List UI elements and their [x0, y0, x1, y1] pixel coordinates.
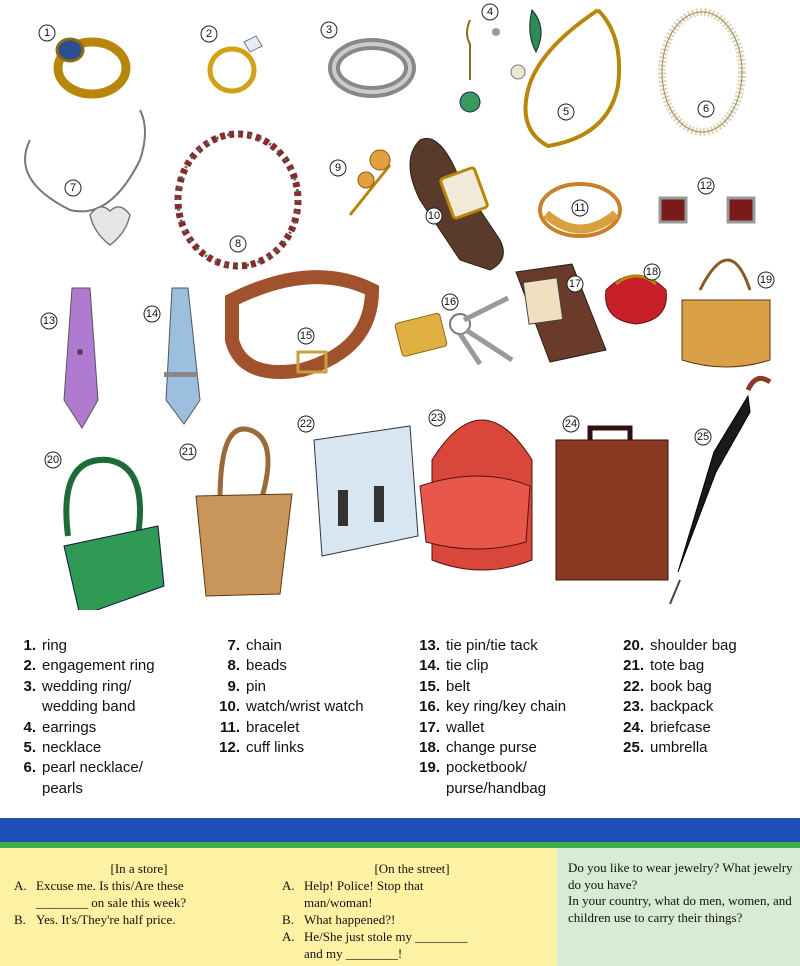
vocab-number: 18. — [419, 739, 440, 757]
vocab-item — [8, 677, 155, 718]
marker-19 — [758, 272, 774, 288]
marker-11 — [572, 200, 588, 216]
vocab-label: tie clip — [446, 657, 489, 675]
vocab-label: umbrella — [650, 739, 708, 757]
conversation-line — [282, 877, 542, 911]
vocab-item — [616, 738, 737, 758]
ring-illustration — [57, 39, 126, 94]
vocab-label: engagement ring — [42, 657, 155, 675]
vocab-label: earrings — [42, 718, 97, 736]
marker-12 — [698, 178, 714, 194]
tie-clip-illustration — [164, 288, 200, 424]
vocab-item — [412, 636, 566, 656]
conversation-line — [14, 877, 264, 911]
backpack-illustration — [420, 420, 532, 570]
svg-text:5: 5 — [562, 106, 570, 118]
speaker-label: B. — [282, 912, 294, 927]
svg-text:2: 2 — [205, 28, 213, 40]
vocab-label: briefcase — [650, 718, 711, 736]
svg-text:11: 11 — [574, 202, 586, 214]
marker-22 — [298, 416, 314, 432]
discussion-question-2: In your country, what do men, women, and children use to carry their things? — [568, 893, 792, 925]
vocab-number: 21. — [623, 657, 644, 675]
vocab-item — [8, 636, 155, 656]
marker-4 — [482, 4, 498, 20]
marker-1 — [39, 25, 55, 41]
vocab-label: necklace — [42, 739, 102, 757]
svg-text:14: 14 — [145, 308, 159, 320]
conversation-text: What happened?! — [304, 912, 396, 927]
vocab-number: 9. — [227, 677, 240, 695]
vocab-label: wedding ring/ wedding band — [42, 677, 136, 716]
vocab-number: 17. — [419, 718, 440, 736]
svg-text:25: 25 — [696, 431, 710, 443]
vocab-number: 8. — [227, 657, 240, 675]
wallet-illustration — [516, 264, 606, 362]
vocab-item — [212, 656, 364, 676]
marker-17 — [567, 276, 583, 292]
marker-21 — [180, 444, 196, 460]
marker-16 — [442, 294, 458, 310]
marker-8 — [230, 236, 246, 252]
vocab-item — [616, 636, 737, 656]
marker-7 — [65, 180, 81, 196]
belt-illustration — [232, 277, 372, 372]
svg-text:16: 16 — [443, 296, 457, 308]
umbrella-illustration — [670, 378, 770, 604]
vocab-item — [8, 656, 155, 676]
svg-text:19: 19 — [759, 274, 773, 286]
marker-6 — [698, 101, 714, 117]
earrings-illustration — [460, 10, 541, 112]
vocab-label: bracelet — [246, 718, 300, 736]
wedding-ring-illustration — [334, 44, 410, 92]
vocab-number: 1. — [23, 637, 36, 654]
conversation-text: Excuse me. Is this/Are these ________ on sale this week? — [36, 878, 187, 910]
vocab-number: 2. — [23, 657, 36, 675]
vocab-label: wallet — [446, 718, 485, 736]
pin-illustration — [350, 150, 390, 215]
vocab-item — [212, 718, 364, 738]
vocab-number: 11. — [219, 718, 240, 736]
svg-text:9: 9 — [334, 162, 342, 174]
vocab-number: 6. — [23, 759, 36, 777]
vocab-item — [412, 758, 566, 799]
svg-text:21: 21 — [181, 446, 195, 458]
vocab-label: pearl necklace/ pearls — [42, 759, 143, 797]
vocab-column-2 — [212, 636, 364, 758]
speaker-label: A. — [282, 929, 295, 944]
vocab-item — [616, 697, 737, 717]
vocab-number: 3. — [23, 677, 36, 695]
conversation-line — [282, 911, 542, 928]
vocab-label: cuff links — [246, 739, 305, 757]
vocab-item — [8, 738, 155, 758]
vocab-label: watch/wrist watch — [246, 698, 364, 716]
vocab-label: change purse — [446, 739, 537, 757]
discussion-question-1: Do you like to wear jewelry? What jewelry do you have? — [568, 860, 793, 892]
vocab-item — [212, 636, 364, 656]
svg-text:4: 4 — [486, 6, 494, 18]
svg-text:6: 6 — [702, 103, 710, 115]
speaker-label: B. — [14, 912, 26, 927]
vocab-item — [412, 718, 566, 738]
marker-24 — [563, 416, 579, 432]
vocab-item — [412, 677, 566, 697]
vocab-item — [212, 738, 364, 758]
conversation-text: He/She just stole my ________ and my ________! — [304, 929, 468, 961]
vocab-number: 10. — [219, 698, 240, 716]
vocab-label: belt — [446, 677, 471, 695]
conversation-street-title: [On the street] — [374, 861, 450, 876]
svg-text:23: 23 — [430, 412, 444, 424]
vocab-label: beads — [246, 657, 287, 675]
marker-10 — [426, 208, 442, 224]
vocab-column-4 — [616, 636, 737, 758]
briefcase-illustration — [556, 428, 668, 580]
discussion-questions — [568, 860, 794, 926]
vocab-number: 25. — [623, 739, 644, 757]
marker-5 — [558, 104, 574, 120]
marker-18 — [644, 264, 660, 280]
marker-9 — [330, 160, 346, 176]
shoulder-bag-illustration — [64, 460, 164, 610]
marker-14 — [144, 306, 160, 322]
conversation-store — [14, 860, 264, 928]
vocab-item — [8, 718, 155, 738]
marker-23 — [429, 410, 445, 426]
watch-illustration — [410, 138, 503, 270]
marker-20 — [45, 452, 61, 468]
vocab-number: 15. — [419, 677, 440, 695]
vocab-label: pin — [246, 677, 267, 695]
vocab-label: backpack — [650, 698, 714, 716]
marker-15 — [298, 328, 314, 344]
vocab-item — [616, 677, 737, 697]
vocab-label: pocketbook/ purse/handbag — [446, 759, 547, 797]
vocab-label: tote bag — [650, 657, 705, 675]
vocab-item — [616, 656, 737, 676]
conversation-street — [282, 860, 542, 962]
svg-text:10: 10 — [427, 210, 441, 222]
vocab-item — [8, 758, 155, 799]
vocab-number: 5. — [23, 739, 36, 757]
svg-text:24: 24 — [564, 418, 578, 430]
vocab-item — [412, 697, 566, 717]
svg-text:1: 1 — [43, 27, 51, 39]
vocab-item — [616, 718, 737, 738]
change-purse-illustration — [606, 275, 667, 324]
speaker-label: A. — [14, 878, 27, 893]
marker-2 — [201, 26, 217, 42]
vocab-number: 20. — [623, 637, 644, 654]
vocab-item — [212, 697, 364, 717]
conversation-text: Help! Police! Stop that man/woman! — [304, 878, 424, 910]
svg-text:8: 8 — [234, 238, 242, 250]
marker-13 — [41, 313, 57, 329]
vocab-number: 22. — [623, 677, 644, 695]
svg-text:22: 22 — [299, 418, 313, 430]
vocab-column-3 — [412, 636, 566, 799]
conversation-line — [14, 911, 264, 928]
pocketbook-illustration — [682, 260, 773, 367]
vocab-number: 13. — [419, 637, 440, 654]
book-bag-illustration — [314, 426, 418, 556]
svg-text:20: 20 — [46, 454, 60, 466]
vocab-label: key ring/key chain — [446, 698, 567, 716]
marker-3 — [321, 22, 337, 38]
vocab-label: tie pin/tie tack — [446, 637, 538, 654]
vocab-item — [412, 656, 566, 676]
svg-text:15: 15 — [299, 330, 313, 342]
vocab-number: 16. — [419, 698, 440, 716]
tote-bag-illustration — [196, 429, 292, 596]
vocab-number: 7. — [227, 637, 240, 654]
vocab-column-1 — [8, 636, 155, 799]
svg-text:3: 3 — [325, 24, 333, 36]
conversation-line — [282, 928, 542, 962]
vocab-label: book bag — [650, 677, 712, 695]
vocab-number: 4. — [23, 718, 36, 736]
svg-text:7: 7 — [69, 182, 77, 194]
engagement-ring-illustration — [210, 36, 262, 91]
svg-text:12: 12 — [699, 180, 713, 192]
conversation-text: Yes. It's/They're half price. — [36, 912, 176, 927]
vocab-number: 12. — [219, 739, 240, 757]
vocab-item — [412, 738, 566, 758]
conversation-store-title: [In a store] — [110, 861, 168, 876]
tie-tack-illustration — [64, 288, 98, 428]
vocab-number: 23. — [623, 698, 644, 716]
vocab-number: 14. — [419, 657, 440, 675]
svg-text:18: 18 — [645, 266, 659, 278]
vocab-label: shoulder bag — [650, 637, 737, 654]
vocab-item — [212, 677, 364, 697]
svg-text:13: 13 — [42, 315, 56, 327]
chain-illustration — [25, 110, 145, 245]
vocab-label: ring — [42, 637, 68, 654]
svg-text:17: 17 — [568, 278, 582, 290]
cuff-links-illustration — [660, 198, 754, 222]
marker-25 — [695, 429, 711, 445]
vocab-number: 24. — [623, 718, 644, 736]
vocab-number: 19. — [419, 759, 440, 777]
vocab-label: chain — [246, 637, 282, 654]
speaker-label: A. — [282, 878, 295, 893]
